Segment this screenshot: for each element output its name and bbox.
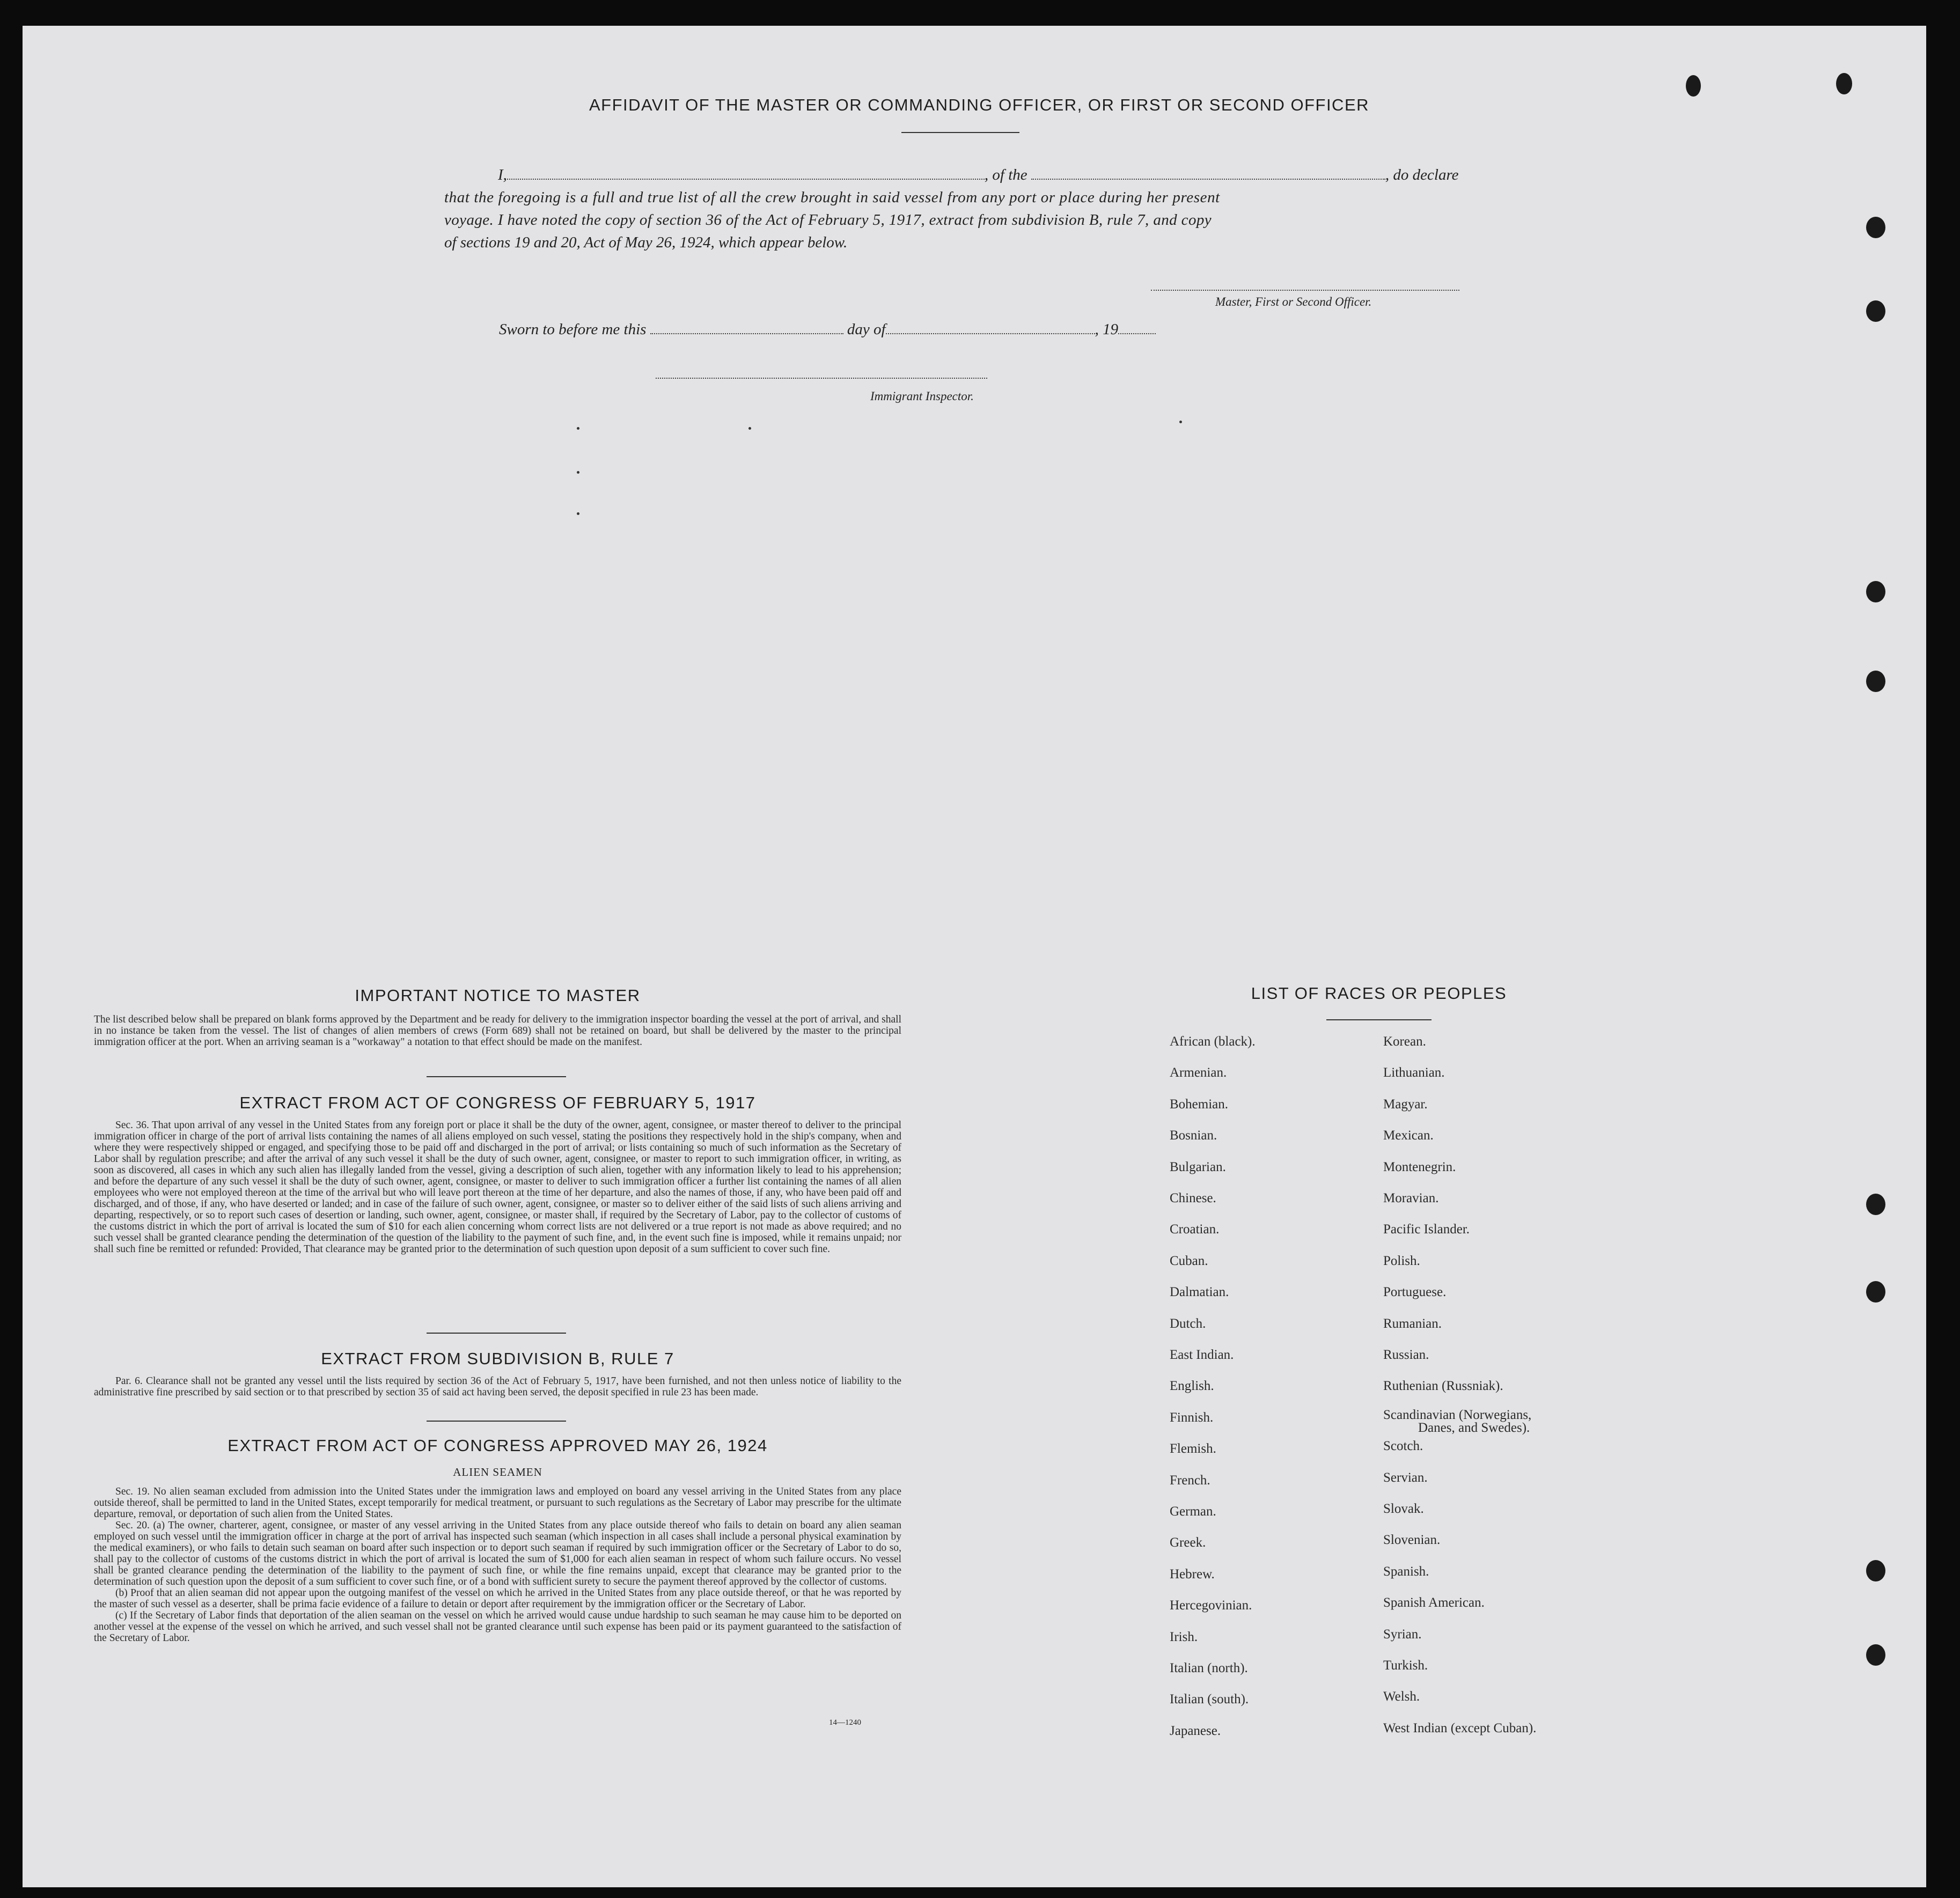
name-blank[interactable] — [507, 178, 985, 180]
race-item: Flemish. — [1170, 1441, 1216, 1456]
race-item: Slovak. — [1383, 1502, 1424, 1516]
race-item: East Indian. — [1170, 1348, 1234, 1362]
race-item: German. — [1170, 1504, 1216, 1519]
speck — [577, 512, 579, 515]
binding-hole — [1866, 300, 1885, 322]
speck — [577, 427, 579, 430]
affidavit-line-2: that the foregoing is a full and true list of all the crew brought in said vessel from any port or place during her present — [444, 189, 1220, 206]
affidavit-i: I, — [498, 166, 507, 183]
race-item: English. — [1170, 1379, 1214, 1394]
title-divider — [901, 132, 1019, 133]
race-item: Scandinavian (Norwegians, — [1383, 1407, 1532, 1422]
race-item: Bohemian. — [1170, 1097, 1229, 1112]
race-item: Spanish. — [1383, 1564, 1429, 1579]
races-divider — [1326, 1019, 1432, 1020]
race-item: Scotch. — [1383, 1439, 1423, 1454]
sec-20c: (c) If the Secretary of Labor finds that deportation of the alien seaman on the vessel on which he arrived would cause undue hardship to such seaman he may cause him to be deported on another vessel at the expense of the vessel on which he arrived, and such vessel shall not be granted clearance until such expense has been paid or its payment guaranteed to the satisfaction of the Secretary of Labor. — [94, 1610, 901, 1644]
race-item: Bosnian. — [1170, 1128, 1217, 1143]
race-item: Bulgarian. — [1170, 1159, 1226, 1174]
extract-1917-divider — [427, 1333, 566, 1334]
affidavit-of-the: , of the — [984, 166, 1027, 183]
race-item: Rumanian. — [1383, 1316, 1442, 1331]
binding-hole — [1866, 1644, 1885, 1666]
race-item: Turkish. — [1383, 1658, 1428, 1673]
race-item: Italian (north). — [1170, 1661, 1248, 1675]
alien-seamen-subtitle: ALIEN SEAMEN — [453, 1466, 542, 1478]
sworn-day-blank[interactable] — [650, 333, 843, 334]
sworn-month-blank[interactable] — [886, 333, 1095, 334]
race-item: Greek. — [1170, 1535, 1206, 1550]
race-item: Magyar. — [1383, 1097, 1428, 1112]
inspector-caption: Immigrant Inspector. — [870, 389, 974, 403]
rule7-title: EXTRACT FROM SUBDIVISION B, RULE 7 — [321, 1349, 674, 1368]
race-item: Armenian. — [1170, 1065, 1227, 1080]
race-item: Hebrew. — [1170, 1566, 1215, 1581]
extract-1917-title: EXTRACT FROM ACT OF CONGRESS OF FEBRUARY 5, 1917 — [239, 1093, 756, 1112]
binding-hole — [1686, 75, 1701, 97]
master-caption: Master, First or Second Officer. — [1215, 295, 1372, 308]
sworn-line — [499, 321, 1156, 339]
binding-hole — [1866, 1194, 1885, 1215]
race-item: Italian (south). — [1170, 1692, 1249, 1707]
race-item: Russian. — [1383, 1348, 1429, 1362]
affidavit-line-4: of sections 19 and 20, Act of May 26, 1924, which appear below. — [444, 234, 848, 251]
affidavit-do-declare: , do declare — [1385, 166, 1459, 183]
notice-title: IMPORTANT NOTICE TO MASTER — [355, 986, 641, 1005]
master-signature-line[interactable] — [1151, 290, 1459, 291]
binding-hole — [1866, 1281, 1885, 1303]
sworn-label: Sworn to before me this — [499, 321, 647, 338]
race-item-continuation: Danes, and Swedes). — [1418, 1421, 1530, 1435]
race-item: Dalmatian. — [1170, 1285, 1229, 1300]
binding-hole — [1866, 1560, 1885, 1581]
race-item: Portuguese. — [1383, 1285, 1447, 1300]
binding-hole — [1866, 671, 1885, 692]
race-item: Moravian. — [1383, 1191, 1439, 1205]
sworn-year-blank[interactable] — [1118, 333, 1156, 334]
race-item: Irish. — [1170, 1629, 1198, 1644]
vessel-blank[interactable] — [1031, 178, 1385, 180]
extract-1924-body — [94, 1486, 901, 1644]
binding-hole — [1866, 581, 1885, 602]
notice-body: The list described below shall be prepared on blank forms approved by the Department and be ready for delivery to the immigration inspector boarding the vessel at the port of arrival, and shall in no instance be taken from the vessel. The list of changes of alien members of crews (Form 689) shall not be retained on board, but shall be delivered by the master to the principal immigration officer at the port. When an arriving seaman is a "workaway" a notation to that effect should be made on the manifest. — [94, 1014, 901, 1048]
race-item: Mexican. — [1383, 1128, 1434, 1143]
races-title: LIST OF RACES OR PEOPLES — [1251, 984, 1507, 1003]
rule7-body: Par. 6. Clearance shall not be granted any vessel until the lists required by section 36 of the Act of February 5, 1917, have been furnished, and not then unless notice of liability to the administrative fine prescribed by said section or to that prescribed by section 35 of said act having been served, the deposit specified in rule 23 has been made. — [94, 1375, 901, 1398]
race-item: Lithuanian. — [1383, 1065, 1445, 1080]
race-item: Spanish American. — [1383, 1595, 1485, 1610]
race-item: Pacific Islander. — [1383, 1222, 1470, 1237]
race-item: Ruthenian (Russniak). — [1383, 1379, 1503, 1394]
race-item: African (black). — [1170, 1034, 1256, 1049]
affidavit-line-1 — [444, 166, 1496, 184]
speck — [1179, 421, 1182, 423]
race-item: Slovenian. — [1383, 1533, 1441, 1548]
speck — [577, 471, 579, 474]
speck — [748, 427, 751, 430]
binding-hole — [1836, 73, 1852, 94]
extract-1924-title: EXTRACT FROM ACT OF CONGRESS APPROVED MAY 26, 1924 — [227, 1436, 768, 1455]
race-item: Dutch. — [1170, 1316, 1206, 1331]
extract-1917-body: Sec. 36. That upon arrival of any vessel in the United States from any foreign port or place it shall be the duty of the owner, agent, consignee, or master thereof to deliver to the principal immigration officer in charge of the port of arrival lists containing the names of all aliens employed on such vessel, stating the positions they respectively hold in the ship's company, when and where they were respectively shipped or engaged, and specifying those to be paid off and discharged in the port of arrival; or lists containing so much of such information as the Secretary of Labor shall by regulation prescribe; and after the arrival of any such vessel it shall be the duty of such owner, agent, consignee, or master to report to such immigration officer, in writing, as soon as discovered, all cases in which any such alien has illegally landed from the vessel, giving a description of such alien, together with any information likely to lead to his apprehension; and before the departure of any such vessel it shall be the duty of such owner, agent, consignee, or master to deliver to such immigration officer a further list containing the names of all alien employees who were not employed thereon at the time of the arrival but who will leave port thereon at the time of her departure, and also the names of those, if any, who have been paid off and discharged, and of those, if any, who have deserted or landed; and in case of the failure of such owner, agent, consignee, or master so to deliver either of the said lists of such aliens arriving and departing, respectively, or so to report such cases of desertion or landing, such owner, agent, consignee, or master shall, if required by the Secretary of Labor, pay to the collector of customs of the customs district in which the port of arrival is located the sum of $10 for each alien concerning whom correct lists are not delivered or a true report is not made as above required; and no such vessel shall be granted clearance pending the determination of the question of the liability to the payment of such fine, and, in the event such fine is imposed, while it remains unpaid; nor shall such fine be remitted or refunded: Provided, That clearance may be granted prior to the determination of such question upon deposit of a sum sufficient to cover such fine. — [94, 1120, 901, 1255]
race-item: Montenegrin. — [1383, 1159, 1456, 1174]
sec-20a: Sec. 20. (a) The owner, charterer, agent, consignee, or master of any vessel arriving in the United States from any place outside thereof who fails to detain on board any alien seaman employed on such vessel until the immigration officer in charge at the port of arrival has inspected such seaman (which inspection in all cases shall include a personal physical examination by the medical examiners), or who fails to detain such seaman on board after such inspection or to deport such seaman if required by such immigration officer or the Secretary of Labor to do so, shall pay to the collector of customs of the customs district in which the port of arrival is located the sum of $1,000 for each alien seaman in respect of whom such failure occurs. No vessel shall be granted clearance pending the determination of the liability to the payment of such fine, or while the fine remains unpaid, except that clearance may be granted prior to the determination of such question upon the deposit of a sum sufficient to cover such fine, or of a bond with sufficient surety to secure the payment thereof approved by the collector of customs. — [94, 1520, 901, 1587]
notice-divider — [427, 1076, 566, 1077]
race-item: Japanese. — [1170, 1723, 1221, 1738]
race-item: Korean. — [1383, 1034, 1426, 1049]
race-item: French. — [1170, 1473, 1210, 1488]
sec-19: Sec. 19. No alien seaman excluded from admission into the United States under the immigration laws and employed on board any vessel arriving in the United States from any place outside thereof, shall be permitted to land in the United States, except temporarily for medical treatment, or pursuant to such regulations as the Secretary of Labor may prescribe for the ultimate departure, removal, or deportation of such alien from the United States. — [94, 1486, 901, 1520]
race-item: Polish. — [1383, 1253, 1420, 1268]
day-of-label: day of — [847, 321, 886, 338]
race-item: Syrian. — [1383, 1627, 1422, 1642]
affidavit-line-3: voyage. I have noted the copy of section 36 of the Act of February 5, 1917, extract from subdivision B, rule 7, and copy — [444, 211, 1212, 229]
inspector-signature-line[interactable] — [656, 378, 987, 379]
year-label: , 19 — [1095, 321, 1119, 338]
race-item: Cuban. — [1170, 1253, 1208, 1268]
binding-hole — [1866, 217, 1885, 238]
race-item: Hercegovinian. — [1170, 1598, 1252, 1613]
race-item: Servian. — [1383, 1470, 1428, 1485]
race-item: Welsh. — [1383, 1689, 1420, 1704]
rule7-divider — [427, 1421, 566, 1422]
race-item: Finnish. — [1170, 1410, 1214, 1425]
race-item: Croatian. — [1170, 1222, 1220, 1237]
race-item: West Indian (except Cuban). — [1383, 1720, 1537, 1735]
sec-20b: (b) Proof that an alien seaman did not appear upon the outgoing manifest of the vessel on which he arrived in the United States from any place outside thereof, or that he was reported by the master of such vessel as a deserter, shall be prima facie evidence of a failure to detain or deport after requirement by the immigration officer or the Secretary of Labor. — [94, 1587, 901, 1610]
form-number: 14—1240 — [829, 1718, 861, 1727]
affidavit-title: AFFIDAVIT OF THE MASTER OR COMMANDING OFFICER, OR FIRST OR SECOND OFFICER — [589, 95, 1370, 114]
race-item: Chinese. — [1170, 1191, 1216, 1205]
